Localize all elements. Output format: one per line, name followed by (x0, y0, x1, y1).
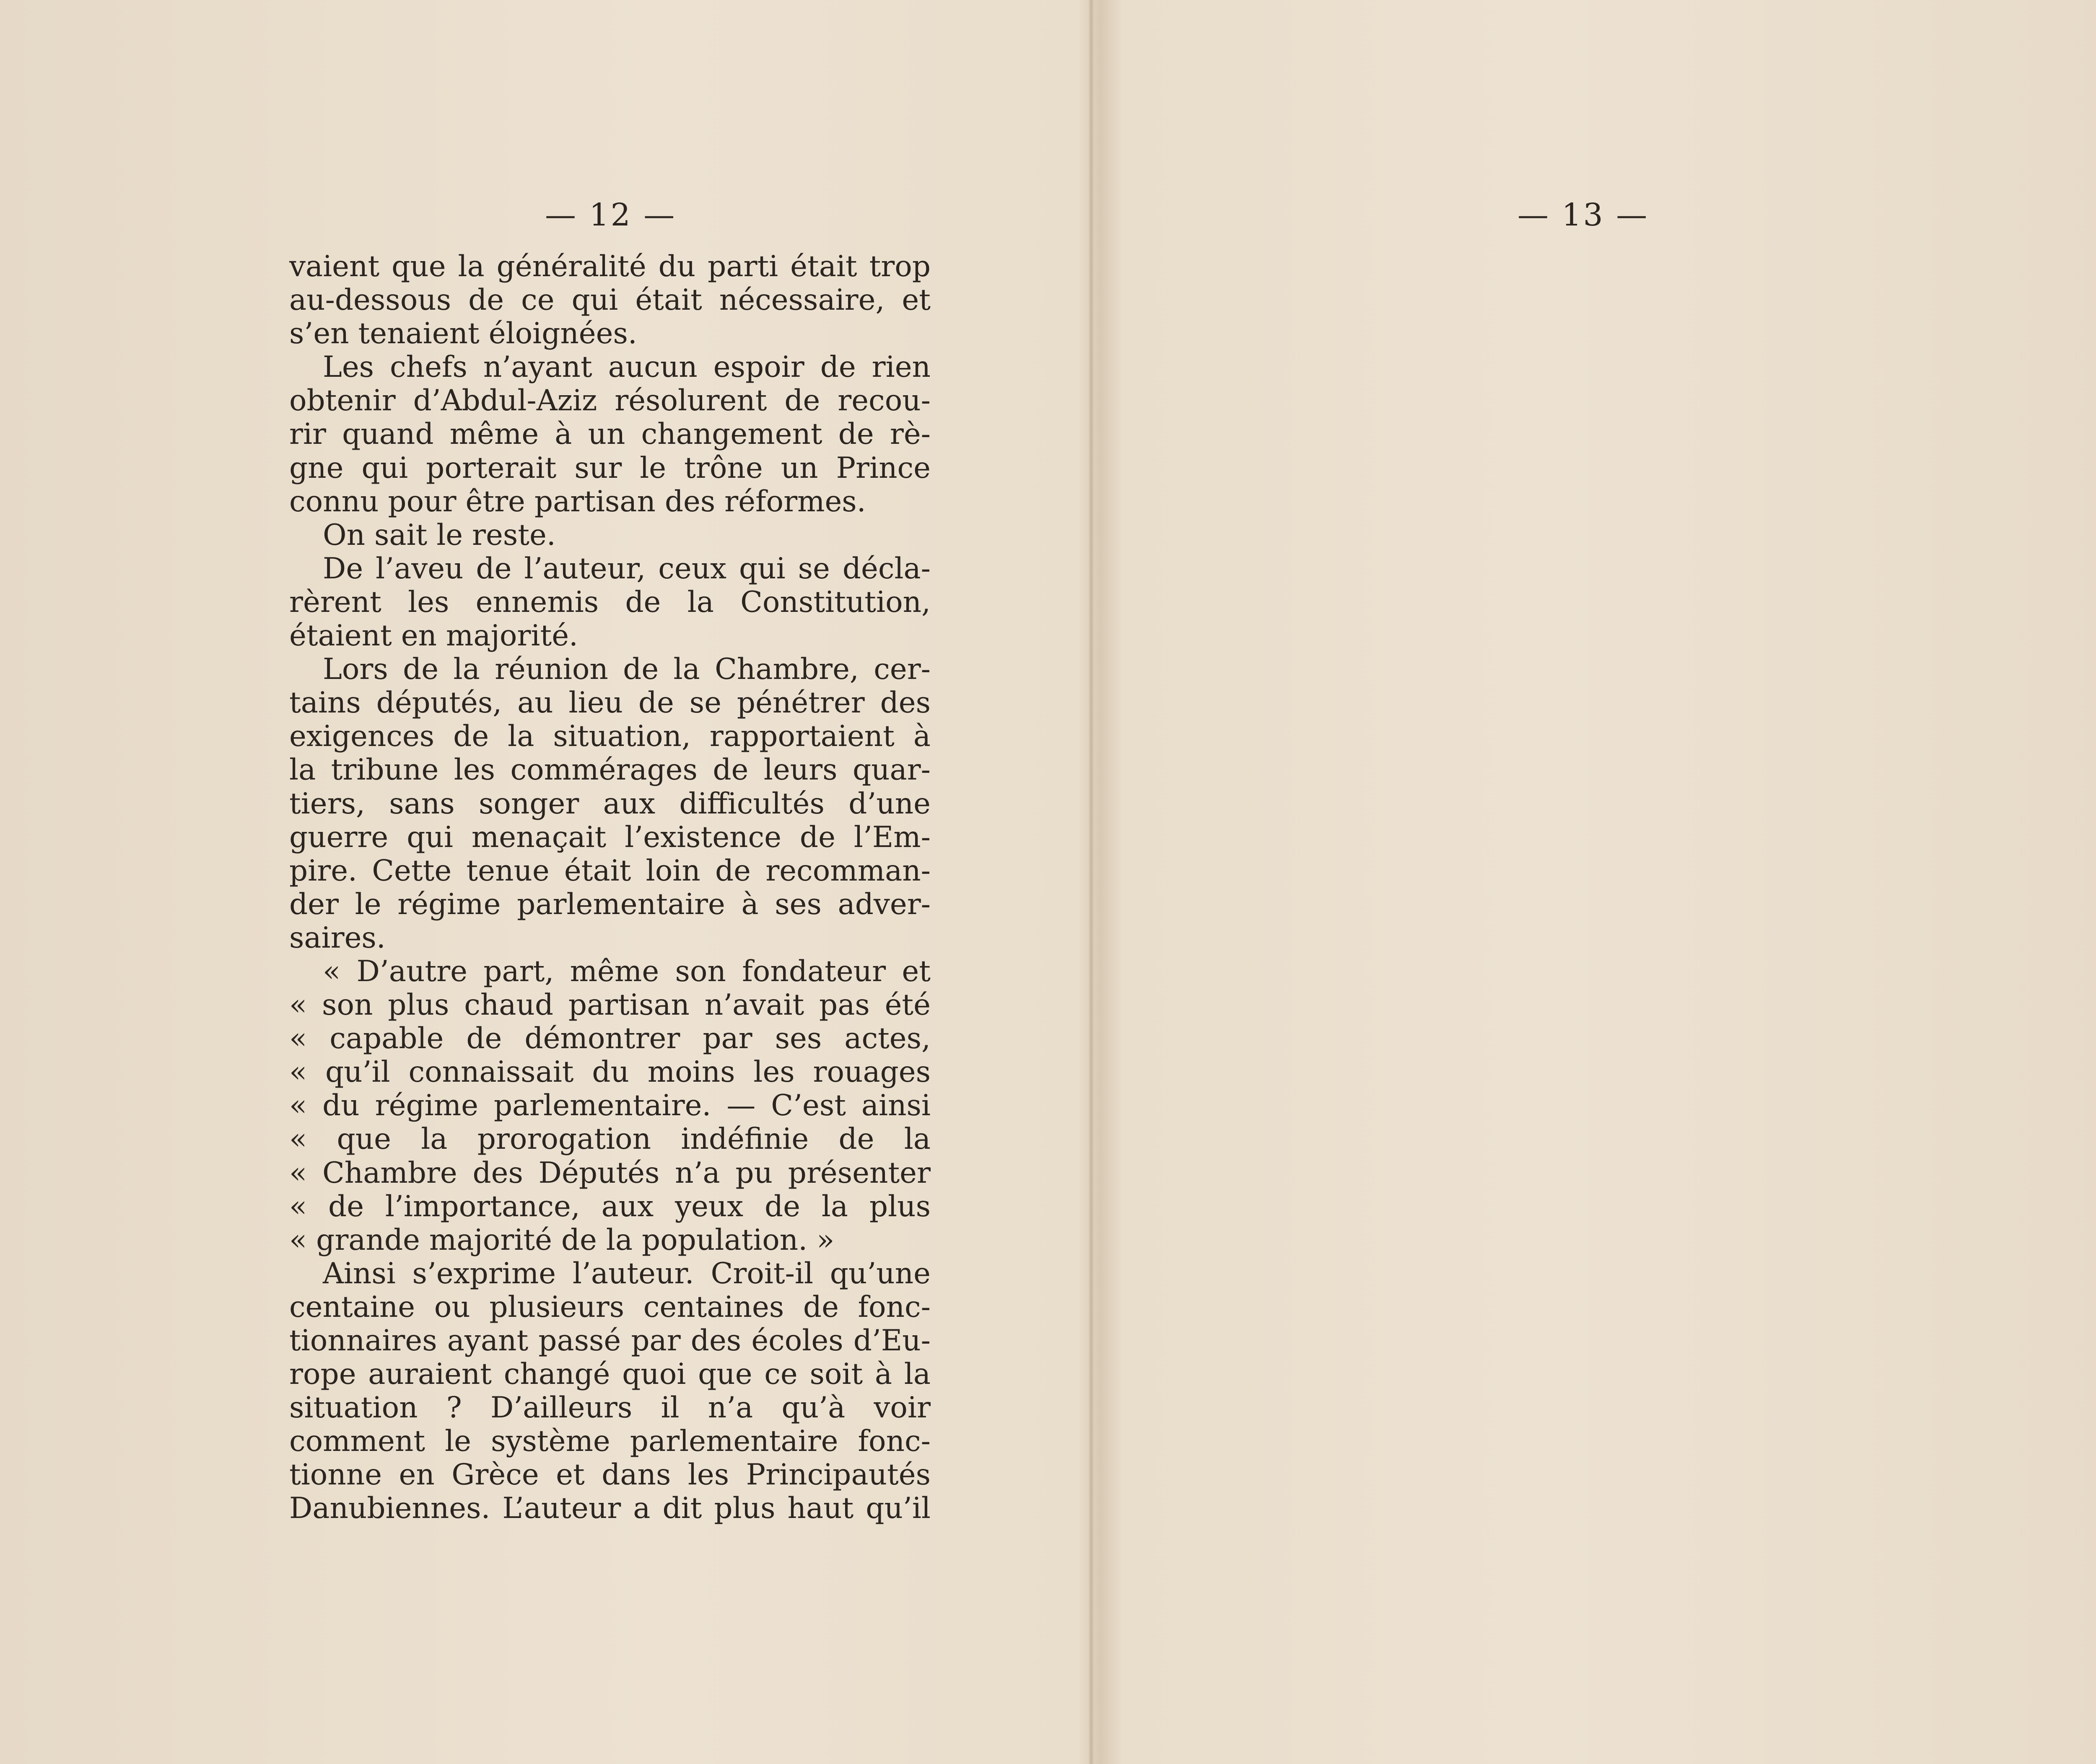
left-page-number: — 12 — (545, 197, 677, 233)
text-line: gne qui porterait sur le trône un Prince (289, 451, 931, 485)
text-line: « de l’importance, aux yeux de la plus (289, 1189, 931, 1223)
text-line: « D’autre part, même son fondateur et (323, 954, 931, 988)
right-page (1094, 0, 2096, 1764)
text-line: au-dessous de ce qui était nécessaire, et (289, 283, 931, 317)
text-line: tiers, sans songer aux difficultés d’une (289, 787, 931, 821)
text-line: situation ? D’ailleurs il n’a qu’à voir (289, 1391, 931, 1425)
text-line: pire. Cette tenue était loin de recomman- (289, 854, 931, 888)
text-line: « du régime parlementaire. — C’est ainsi (289, 1089, 931, 1123)
text-line: connu pour être partisan des réformes. (289, 484, 866, 518)
left-page-text (289, 250, 931, 1526)
text-line: « qu’il connaissait du moins les rouages (289, 1055, 931, 1089)
text-line: guerre qui menaçait l’existence de l’Em- (289, 820, 931, 854)
text-line: Les chefs n’ayant aucun espoir de rien (323, 350, 931, 384)
text-line: rir quand même à un changement de rè- (289, 417, 931, 451)
text-line: Lors de la réunion de la Chambre, cer- (323, 653, 931, 686)
text-line: Ainsi s’exprime l’auteur. Croit-il qu’une (323, 1256, 931, 1290)
text-line: saires. (289, 921, 386, 955)
text-line: rope auraient changé quoi que ce soit à la (289, 1357, 931, 1391)
text-line: De l’aveu de l’auteur, ceux qui se décla- (323, 552, 931, 585)
text-line: « son plus chaud partisan n’avait pas été (289, 988, 931, 1022)
text-line: der le régime parlementaire à ses adver- (289, 887, 931, 921)
text-line: obtenir d’Abdul-Aziz résolurent de recou- (289, 384, 931, 418)
text-line: centaine ou plusieurs centaines de fonc- (289, 1290, 931, 1324)
right-page-number: — 13 — (1518, 197, 1649, 233)
text-line: « capable de démontrer par ses actes, (289, 1022, 931, 1056)
text-line: s’en tenaient éloignées. (289, 317, 637, 351)
text-line: tionnaires ayant passé par des écoles d’Eu- (289, 1324, 931, 1357)
text-line: exigences de la situation, rapportaient à (289, 720, 931, 754)
text-line: comment le système parlementaire fonc- (289, 1425, 931, 1458)
text-line: « que la prorogation indéfinie de la (289, 1122, 931, 1156)
text-line: tionne en Grèce et dans les Principautés (289, 1458, 931, 1492)
text-line: la tribune les commérages de leurs quar- (289, 753, 931, 787)
text-line: vaient que la généralité du parti était trop (289, 250, 931, 283)
text-line: « Chambre des Députés n’a pu présenter (289, 1156, 931, 1190)
text-line: rèrent les ennemis de la Constitution, (289, 585, 931, 619)
text-line: Danubiennes. L’auteur a dit plus haut qu’il (289, 1492, 931, 1526)
text-line: étaient en majorité. (289, 619, 578, 653)
text-line: tains députés, au lieu de se pénétrer des (289, 686, 931, 720)
text-line: « grande majorité de la population. » (289, 1223, 835, 1257)
text-line: On sait le reste. (323, 518, 556, 552)
